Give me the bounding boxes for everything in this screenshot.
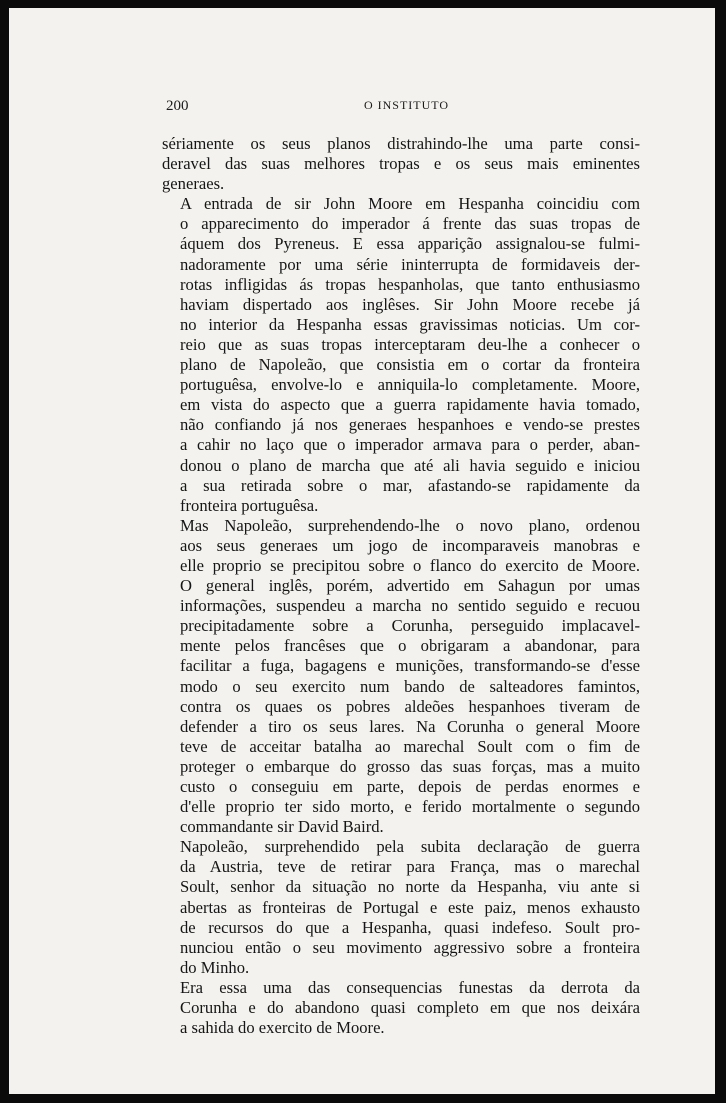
text-line: áquem dos Pyreneus. E essa apparição assignalou-se fulmi- [180, 234, 640, 254]
text-line: rotas infligidas ás tropas hespanholas, que tanto enthusiasmo [180, 274, 640, 294]
text-line: portuguêsa, envolve-lo e anniquila-lo completamente. Moore, [180, 375, 640, 395]
text-line: O general inglês, porém, advertido em Sahagun por umas [180, 576, 640, 596]
text-line: proteger o embarque do grosso das suas forças, mas a muito [180, 756, 640, 776]
text-line: do Minho. [180, 957, 250, 977]
text-line: defender a tiro os seus lares. Na Corunha o general Moore [180, 716, 640, 736]
page-number: 200 [166, 98, 189, 114]
text-line: Napoleão, surprehendido pela subita declaração de guerra [180, 837, 640, 857]
text-line: A entrada de sir John Moore em Hespanha coincidiu com [180, 194, 640, 214]
text-line: teve de acceitar batalha ao marechal Soult com o fim de [180, 736, 640, 756]
text-line: precipitadamente sobre a Corunha, perseguido implacavel- [180, 616, 640, 636]
text-line: fronteira portuguêsa. [180, 495, 319, 515]
paragraph [162, 194, 640, 516]
text-line: Mas Napoleão, surprehendendo-lhe o novo plano, ordenou [180, 515, 640, 535]
paragraph [162, 837, 640, 978]
text-line: sériamente os seus planos distrahindo-lhe uma parte consi- [162, 134, 640, 153]
text-line: facilitar a fuga, bagagens e munições, transformando-se d'esse [180, 656, 640, 676]
text-line: plano de Napoleão, que consistia em o cortar da fronteira [180, 355, 640, 375]
text-line: deravel das suas melhores tropas e os seus mais eminentes [162, 154, 640, 174]
text-line: o apparecimento do imperador á frente das suas tropas de [180, 214, 640, 234]
text-line: contra os quaes os pobres aldeões hespanhoes tiveram de [180, 696, 640, 716]
text-line: aos seus generaes um jogo de incomparaveis manobras e [180, 535, 640, 555]
text-line: informações, suspendeu a marcha no sentido seguido e recuou [180, 596, 640, 616]
text-line: em vista do aspecto que a guerra rapidamente havia tomado, [180, 395, 640, 415]
text-line: reio que as suas tropas interceptaram deu-lhe a conhecer o [180, 334, 640, 354]
text-line: mente pelos francêses que o obrigaram a abandonar, para [180, 636, 640, 656]
paragraph [162, 134, 640, 194]
text-line: não confiando já nos generaes hespanhoes e vendo-se prestes [180, 415, 640, 435]
text-line: modo o seu exercito num bando de salteadores famintos, [180, 676, 640, 696]
text-line: d'elle proprio ter sido morto, e ferido mortalmente o segundo [180, 797, 640, 817]
text-line: generaes. [162, 174, 225, 194]
text-line: nunciou então o seu movimento aggressivo sobre a fronteira [180, 937, 640, 957]
book-page [9, 8, 715, 1094]
paragraph [162, 978, 640, 1038]
text-line: haviam dispertado aos inglêses. Sir John Moore recebe já [180, 294, 640, 314]
body-text [162, 134, 640, 1038]
text-line: abertas as fronteiras de Portugal e este paiz, menos exhausto [180, 897, 640, 917]
text-line: a cahir no laço que o imperador armava para o perder, aban- [180, 435, 640, 455]
text-line: custo o conseguiu em parte, depois de perdas enormes e [180, 777, 640, 796]
text-line: a sahida do exercito de Moore. [180, 1018, 385, 1038]
text-line: de recursos do que a Hespanha, quasi indefeso. Soult pro- [180, 917, 640, 937]
page-header [166, 92, 641, 122]
text-line: a sua retirada sobre o mar, afastando-se rapidamente da [180, 475, 640, 495]
text-line: Soult, senhor da situação no norte da Hespanha, viu ante si [180, 877, 640, 897]
text-line: elle proprio se precipitou sobre o flanco do exercito de Moore. [180, 555, 640, 575]
text-line: commandante sir David Baird. [180, 817, 384, 837]
text-line: nadoramente por uma série ininterrupta de formidaveis der- [180, 254, 640, 274]
text-line: da Austria, teve de retirar para França, mas o marechal [180, 857, 640, 877]
text-line: Corunha e do abandono quasi completo em que nos deixára [180, 998, 640, 1018]
paragraph [162, 516, 640, 838]
text-line: donou o plano de marcha que até ali havia seguido e iniciou [180, 455, 640, 475]
text-line: no interior da Hespanha essas gravissimas noticias. Um cor- [180, 314, 640, 334]
text-line: Era essa uma das consequencias funestas da derrota da [180, 977, 640, 997]
running-title: O INSTITUTO [363, 98, 450, 112]
